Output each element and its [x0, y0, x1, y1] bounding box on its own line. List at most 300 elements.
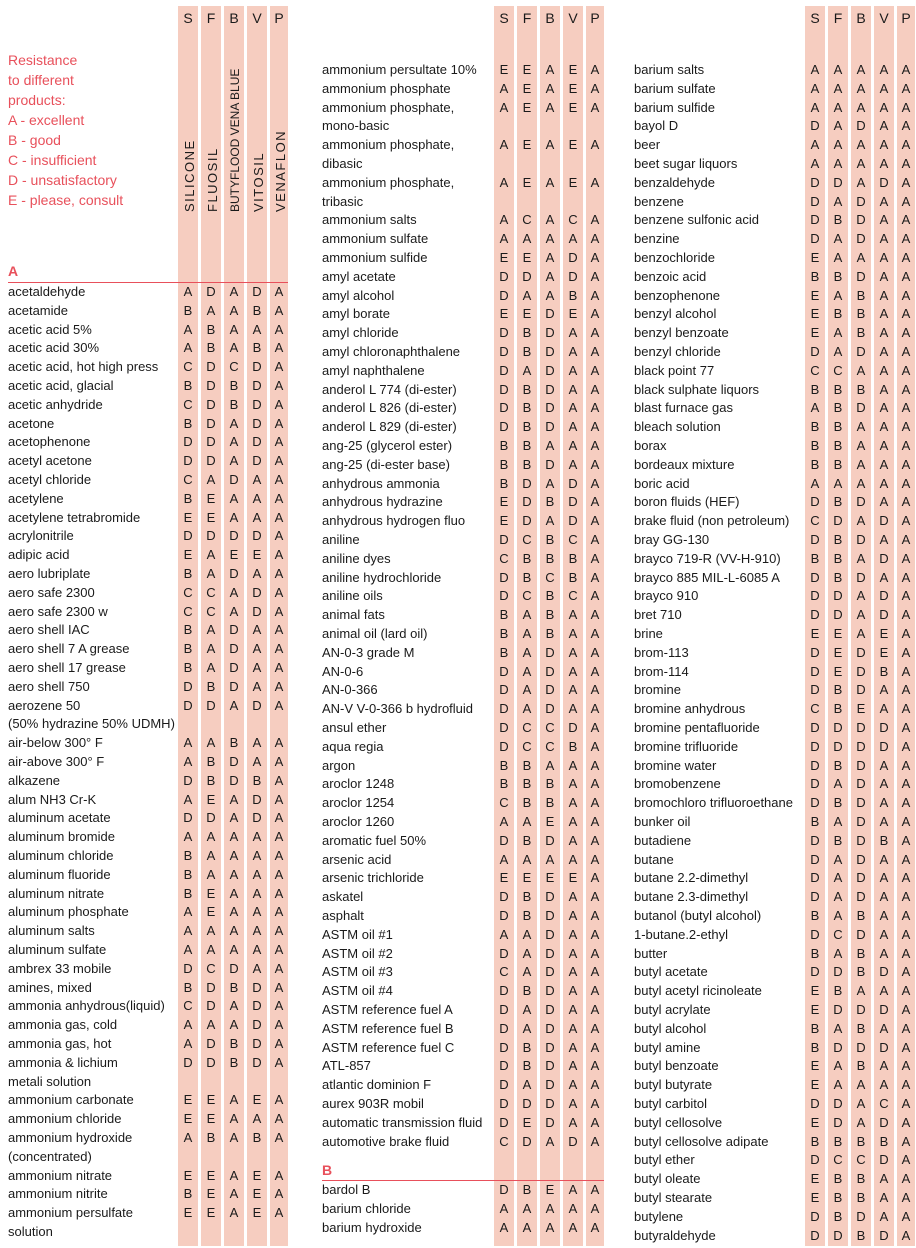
chemical-name: acetic acid, glacial	[8, 378, 114, 393]
rating-cell: A	[590, 1096, 600, 1111]
rating-cell: D	[499, 588, 509, 604]
rating-cell: D	[499, 1077, 509, 1093]
rating-cell: A	[879, 926, 889, 942]
rating-cell: C	[499, 964, 509, 980]
rating-cell: A	[901, 607, 911, 623]
rating-cell: D	[856, 1002, 866, 1017]
rating-cell: B	[183, 979, 193, 995]
rating-cell: A	[274, 509, 284, 525]
rating-cell: B	[522, 1058, 532, 1074]
rating-cell: D	[856, 720, 866, 735]
rating-cell: A	[568, 400, 578, 416]
rating-cell: D	[810, 532, 820, 547]
rating-cell: D	[252, 603, 262, 619]
rating-cell: D	[879, 513, 889, 529]
rating-cell: B	[856, 908, 866, 923]
chemical-name: barium sulfate	[634, 80, 716, 96]
rating-cell: C	[833, 1152, 843, 1168]
rating-cell: D	[879, 1002, 889, 1017]
rating-cell: D	[545, 832, 555, 848]
rating-cell: B	[229, 1036, 239, 1051]
rating-cell: D	[545, 964, 555, 980]
rating-cell: B	[545, 607, 555, 623]
rating-cell: E	[206, 1111, 216, 1127]
rating-cell: E	[229, 547, 239, 563]
rating-cell: A	[229, 603, 239, 619]
chemical-name: AN-V V-0-366 b hydrofluid	[322, 701, 474, 717]
rating-cell: A	[229, 1111, 239, 1127]
rating-cell: A	[879, 795, 889, 811]
rating-cell: A	[274, 1111, 284, 1127]
rating-cell: C	[545, 569, 555, 585]
rating-cell: D	[499, 1114, 509, 1130]
rating-cell: A	[229, 791, 239, 807]
rating-cell: A	[545, 475, 555, 491]
rating-cell: A	[879, 456, 889, 472]
rating-cell: A	[252, 923, 262, 939]
chemical-name: brake fluid (non petroleum)	[634, 513, 790, 529]
rating-cell: B	[856, 381, 866, 397]
chemical-name: anderol L 774 (di-ester)	[322, 381, 457, 397]
rating-cell: C	[856, 1152, 866, 1168]
rating-cell: A	[274, 340, 284, 356]
chemical-name: ammonium chloride	[8, 1111, 122, 1127]
rating-cell: C	[522, 738, 532, 754]
rating-cell: B	[229, 979, 239, 995]
rating-cell: A	[545, 438, 555, 453]
rating-cell: A	[274, 584, 284, 600]
rating-cell: A	[274, 1054, 284, 1070]
rating-cell: B	[810, 1039, 820, 1055]
chemical-name: aniline	[322, 532, 360, 547]
rating-cell: B	[833, 456, 843, 472]
rating-cell: C	[499, 1133, 509, 1149]
chemical-name: ASTM oil #1	[322, 926, 393, 942]
rating-cell: A	[590, 80, 600, 96]
chemical-name: aqua regia	[322, 738, 384, 754]
chemical-name: animal fats	[322, 607, 385, 623]
rating-cell: A	[522, 814, 532, 829]
rating-cell: A	[229, 1186, 239, 1202]
chemical-name: metali solution	[8, 1073, 92, 1089]
rating-cell: E	[499, 513, 509, 529]
rating-cell: A	[879, 475, 889, 491]
rating-cell: E	[810, 287, 820, 303]
rating-cell: A	[901, 569, 911, 585]
rating-cell: B	[810, 419, 820, 435]
rating-cell: D	[856, 1039, 866, 1055]
rating-cell: A	[229, 829, 239, 845]
rating-cell: A	[879, 776, 889, 792]
chemical-name: aroclor 1260	[322, 814, 395, 829]
chemical-name: ASTM oil #3	[322, 964, 393, 980]
rating-cell: A	[568, 795, 578, 811]
chemical-name: barium hydroxide	[322, 1219, 422, 1235]
rating-cell: D	[206, 697, 216, 713]
rating-cell: D	[856, 757, 866, 773]
rating-cell: A	[274, 490, 284, 506]
chemical-name: benzyl chloride	[634, 344, 721, 359]
rating-cell: D	[810, 682, 820, 698]
chemical-name: ammonium salts	[322, 212, 417, 228]
rating-cell: A	[183, 1130, 193, 1145]
rating-cell: B	[206, 321, 216, 337]
chemical-name: ambrex 33 mobile	[8, 960, 112, 976]
rating-cell: B	[522, 381, 532, 397]
chemical-name: brayco 910	[634, 588, 699, 604]
rating-cell: A	[833, 156, 843, 171]
rating-cell: D	[183, 960, 193, 976]
rating-cell: A	[856, 550, 866, 566]
rating-cell: A	[206, 848, 216, 863]
rating-cell: D	[183, 1054, 193, 1070]
code-v: V	[252, 10, 262, 26]
rating-cell: B	[522, 908, 532, 923]
rating-cell: A	[833, 287, 843, 303]
chemical-name: acetic acid, hot high press	[8, 359, 159, 375]
rating-cell: A	[568, 832, 578, 848]
rating-cell: A	[545, 99, 555, 115]
rating-cell: A	[274, 735, 284, 751]
rating-cell: A	[901, 1020, 911, 1036]
code-s: S	[499, 10, 509, 26]
rating-cell: D	[545, 663, 555, 679]
rating-cell: A	[522, 231, 532, 247]
rating-cell: D	[568, 1133, 578, 1149]
rating-cell: A	[901, 908, 911, 923]
rating-cell: D	[499, 325, 509, 341]
rating-cell: A	[499, 1200, 509, 1216]
chemical-name: aerozene 50	[8, 697, 81, 713]
rating-cell: A	[545, 137, 555, 153]
rating-cell: A	[856, 62, 866, 77]
chemical-name: bromine	[634, 682, 681, 698]
rating-cell: D	[568, 720, 578, 735]
rating-cell: A	[229, 284, 239, 299]
rating-cell: D	[499, 1182, 509, 1197]
rating-cell: A	[879, 1190, 889, 1205]
chemical-name: bromine pentafluoride	[634, 720, 760, 735]
rating-cell: E	[879, 644, 889, 660]
rating-cell: C	[183, 472, 193, 487]
rating-cell: B	[183, 1186, 193, 1202]
rating-cell: B	[545, 588, 555, 604]
rating-cell: A	[274, 1017, 284, 1033]
rating-cell: B	[499, 626, 509, 641]
rating-cell: D	[545, 644, 555, 660]
chemical-name: acetamide	[8, 302, 68, 318]
chemical-name: brine	[634, 626, 663, 641]
chemical-name: aluminum bromide	[8, 829, 115, 845]
rating-cell: A	[879, 438, 889, 453]
rating-cell: D	[206, 979, 216, 995]
rating-cell: A	[833, 99, 843, 115]
rating-cell: A	[274, 866, 284, 882]
rating-cell: A	[901, 268, 911, 284]
rating-cell: B	[252, 1130, 262, 1145]
rating-cell: E	[810, 626, 820, 641]
rating-cell: D	[206, 396, 216, 412]
chemical-name: ammonium hydroxide	[8, 1130, 133, 1145]
rating-cell: A	[833, 814, 843, 829]
rating-cell: B	[856, 287, 866, 303]
code-b: B	[229, 10, 239, 26]
rating-cell: D	[499, 419, 509, 435]
rating-cell: D	[183, 528, 193, 544]
chemical-name: ASTM oil #4	[322, 983, 393, 999]
rating-cell: A	[183, 754, 193, 769]
rating-cell: A	[590, 99, 600, 115]
rating-cell: A	[590, 983, 600, 999]
rating-cell: A	[206, 735, 216, 751]
rating-cell: A	[590, 419, 600, 435]
rating-cell: A	[856, 137, 866, 153]
rating-cell: D	[545, 400, 555, 416]
rating-cell: D	[879, 550, 889, 566]
rating-cell: D	[879, 738, 889, 754]
rating-cell: E	[206, 1205, 216, 1221]
chemical-name: black sulphate liquors	[634, 381, 760, 397]
rating-cell: A	[856, 1096, 866, 1111]
rating-cell: A	[522, 1200, 532, 1216]
rating-cell: A	[901, 550, 911, 566]
rating-cell: A	[901, 438, 911, 453]
chemical-name: air-above 300° F	[8, 754, 105, 769]
legend-item: D - unsatisfactory	[8, 172, 117, 188]
rating-cell: A	[901, 212, 911, 228]
rating-cell: A	[274, 772, 284, 788]
rating-cell: A	[879, 193, 889, 209]
rating-cell: C	[499, 550, 509, 566]
rating-cell: D	[810, 1208, 820, 1224]
rating-cell: A	[590, 475, 600, 491]
rating-cell: A	[590, 513, 600, 529]
rating-cell: B	[856, 325, 866, 341]
chemical-name: butter	[634, 945, 668, 961]
chemical-name: ammonium persultate 10%	[322, 62, 477, 77]
rating-cell: A	[879, 870, 889, 886]
rating-cell: A	[879, 532, 889, 547]
chemical-name: butyl carbitol	[634, 1096, 707, 1111]
rating-cell: A	[229, 321, 239, 337]
rating-cell: A	[252, 735, 262, 751]
rating-cell: A	[879, 1058, 889, 1074]
rating-cell: D	[810, 738, 820, 754]
rating-cell: D	[499, 663, 509, 679]
rating-cell: A	[810, 475, 820, 491]
rating-cell: A	[274, 810, 284, 826]
chemical-name: aluminum acetate	[8, 810, 111, 826]
rating-cell: A	[590, 663, 600, 679]
chemical-name: benzyl alcohol	[634, 306, 717, 322]
rating-cell: A	[274, 359, 284, 375]
chemical-name: air-below 300° F	[8, 735, 103, 751]
rating-cell: D	[856, 231, 866, 247]
chemical-name: benzaldehyde	[634, 174, 715, 190]
chemical-name: butyl acetate	[634, 964, 708, 980]
rating-cell: D	[499, 1039, 509, 1055]
rating-cell: A	[568, 1219, 578, 1235]
rating-cell: A	[274, 472, 284, 487]
rating-cell: A	[274, 904, 284, 920]
rating-cell: A	[274, 1036, 284, 1051]
rating-cell: D	[252, 998, 262, 1014]
rating-cell: A	[229, 1130, 239, 1145]
chemical-name: aluminum salts	[8, 923, 95, 939]
chemical-name: 1-butane.2-ethyl	[634, 926, 728, 942]
rating-cell: E	[499, 494, 509, 510]
rating-cell: A	[499, 212, 509, 228]
rating-cell: E	[545, 870, 555, 886]
rating-cell: A	[183, 904, 193, 920]
rating-cell: A	[901, 193, 911, 209]
rating-cell: D	[522, 475, 532, 491]
rating-cell: A	[879, 1171, 889, 1187]
rating-cell: C	[206, 960, 216, 976]
rating-cell: B	[810, 945, 820, 961]
chemical-name: ammonium nitrite	[8, 1186, 108, 1202]
chemical-name: ammonium phosphate,	[322, 137, 455, 153]
code-b: B	[856, 10, 866, 26]
rating-cell: E	[810, 1171, 820, 1187]
rating-cell: A	[833, 62, 843, 77]
rating-cell: D	[545, 1020, 555, 1036]
rating-cell: E	[206, 1167, 216, 1183]
rating-cell: A	[499, 231, 509, 247]
rating-cell: A	[901, 776, 911, 792]
rating-cell: A	[252, 490, 262, 506]
rating-cell: D	[856, 795, 866, 811]
rating-cell: A	[901, 926, 911, 942]
rating-cell: A	[229, 697, 239, 713]
rating-cell: C	[568, 588, 578, 604]
rating-cell: D	[833, 1114, 843, 1130]
rating-cell: D	[252, 810, 262, 826]
rating-cell: D	[545, 983, 555, 999]
rating-cell: B	[833, 1208, 843, 1224]
rating-cell: E	[252, 1167, 262, 1183]
rating-cell: A	[901, 814, 911, 829]
rating-cell: A	[590, 1219, 600, 1235]
chemical-name: animal oil (lard oil)	[322, 626, 428, 641]
chemical-name: amyl acetate	[322, 268, 396, 284]
rating-cell: A	[274, 453, 284, 469]
rating-cell: D	[833, 1096, 843, 1111]
rating-cell: D	[856, 1208, 866, 1224]
rating-cell: D	[810, 776, 820, 792]
rating-cell: A	[274, 547, 284, 563]
rating-cell: A	[274, 284, 284, 299]
rating-cell: A	[568, 626, 578, 641]
rating-cell: D	[810, 212, 820, 228]
chemical-name: butyl ether	[634, 1152, 695, 1168]
rating-cell: A	[590, 287, 600, 303]
rating-cell: A	[522, 1020, 532, 1036]
rating-cell: C	[568, 212, 578, 228]
rating-cell: B	[499, 757, 509, 773]
rating-cell: A	[901, 1190, 911, 1205]
rating-cell: A	[590, 795, 600, 811]
rating-cell: E	[206, 1092, 216, 1108]
rating-cell: E	[183, 1167, 193, 1183]
chemical-name: ammonium carbonate	[8, 1092, 134, 1108]
rating-cell: D	[252, 791, 262, 807]
rating-cell: A	[590, 1039, 600, 1055]
rating-cell: A	[901, 1077, 911, 1093]
rating-cell: D	[856, 344, 866, 359]
rating-cell: A	[568, 438, 578, 453]
rating-cell: A	[901, 795, 911, 811]
rating-cell: B	[810, 381, 820, 397]
rating-cell: E	[810, 1077, 820, 1093]
rating-cell: D	[856, 569, 866, 585]
rating-cell: D	[229, 641, 239, 657]
rating-cell: A	[568, 607, 578, 623]
rating-cell: B	[183, 885, 193, 901]
rating-cell: A	[901, 889, 911, 905]
rating-cell: A	[229, 942, 239, 957]
rating-cell: A	[901, 626, 911, 641]
rating-cell: A	[545, 1133, 555, 1149]
code-s: S	[810, 10, 820, 26]
rating-cell: B	[833, 832, 843, 848]
rating-cell: B	[856, 306, 866, 322]
rating-cell: A	[856, 1077, 866, 1093]
rating-cell: A	[229, 885, 239, 901]
chemical-name: borax	[634, 438, 667, 453]
chemical-name: butyl stearate	[634, 1190, 713, 1205]
rating-cell: A	[522, 626, 532, 641]
rating-cell: A	[879, 137, 889, 153]
rating-cell: D	[252, 359, 262, 375]
rating-cell: A	[252, 509, 262, 525]
rating-cell: D	[810, 832, 820, 848]
rating-cell: A	[229, 340, 239, 356]
rating-cell: A	[901, 325, 911, 341]
rating-cell: D	[499, 344, 509, 359]
rating-cell: E	[206, 1186, 216, 1202]
rating-cell: D	[499, 532, 509, 547]
rating-cell: D	[183, 772, 193, 788]
rating-cell: A	[590, 832, 600, 848]
chemical-name: mono-basic	[322, 118, 390, 134]
rating-cell: A	[879, 231, 889, 247]
rating-cell: B	[522, 344, 532, 359]
rating-cell: E	[252, 1205, 262, 1221]
rating-cell: A	[901, 738, 911, 754]
chemical-name: argon	[322, 757, 356, 773]
rating-cell: A	[901, 344, 911, 359]
chemical-name: aroclor 1254	[322, 795, 395, 811]
chemical-name: ang-25 (di-ester base)	[322, 456, 450, 472]
rating-cell: A	[856, 607, 866, 623]
rating-cell: A	[833, 1058, 843, 1074]
rating-cell: D	[252, 396, 262, 412]
chemical-name: bromine water	[634, 757, 717, 773]
rating-cell: D	[499, 569, 509, 585]
rating-cell: A	[274, 885, 284, 901]
rating-cell: A	[274, 302, 284, 318]
rating-cell: E	[810, 983, 820, 999]
rating-cell: C	[568, 532, 578, 547]
chemical-name: boron fluids (HEF)	[634, 494, 740, 510]
chemical-name: boric acid	[634, 475, 690, 491]
rating-cell: E	[568, 870, 578, 886]
rating-cell: D	[810, 193, 820, 209]
rating-cell: D	[879, 588, 889, 604]
rating-cell: B	[499, 644, 509, 660]
rating-cell: C	[810, 362, 820, 378]
